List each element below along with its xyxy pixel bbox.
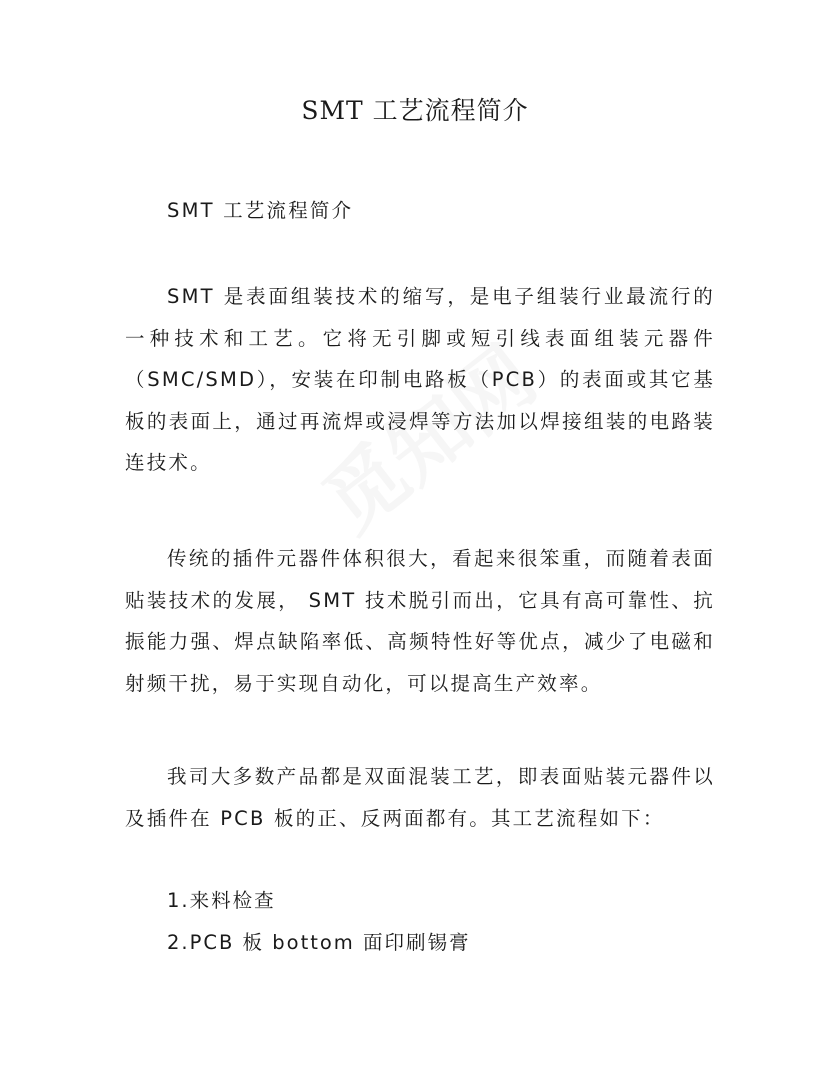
page-title: SMT 工艺流程简介 [301,96,529,125]
paragraph-intro: SMT 是表面组装技术的缩写，是电子组装行业最流行的一种技术和工艺。它将无引脚或短引线表面组装元器件（SMC/SMD），安装在印制电路板（PCB）的表面或其它基板的表面上，通过再流焊或浸焊等方法加以焊接组装的电路装连技术。 [125,285,715,474]
list-item: 1.来料检查 [167,889,276,912]
paragraph-process-intro: 我司大多数产品都是双面混装工艺，即表面贴装元器件以及插件在 PCB 板的正、反两面都有。其工艺流程如下： [125,765,715,830]
section-subtitle: SMT 工艺流程简介 [167,199,354,222]
list-item: 2.PCB 板 bottom 面印刷锡膏 [167,931,471,954]
paragraph-advantages: 传统的插件元器件体积很大，看起来很笨重，而随着表面贴装技术的发展， SMT 技术脱引而出，它具有高可靠性、抗振能力强、焊点缺陷率低、高频特性好等优点，减少了电磁和射频干扰，易于实现自动化，可以提高生产效率。 [125,547,715,695]
